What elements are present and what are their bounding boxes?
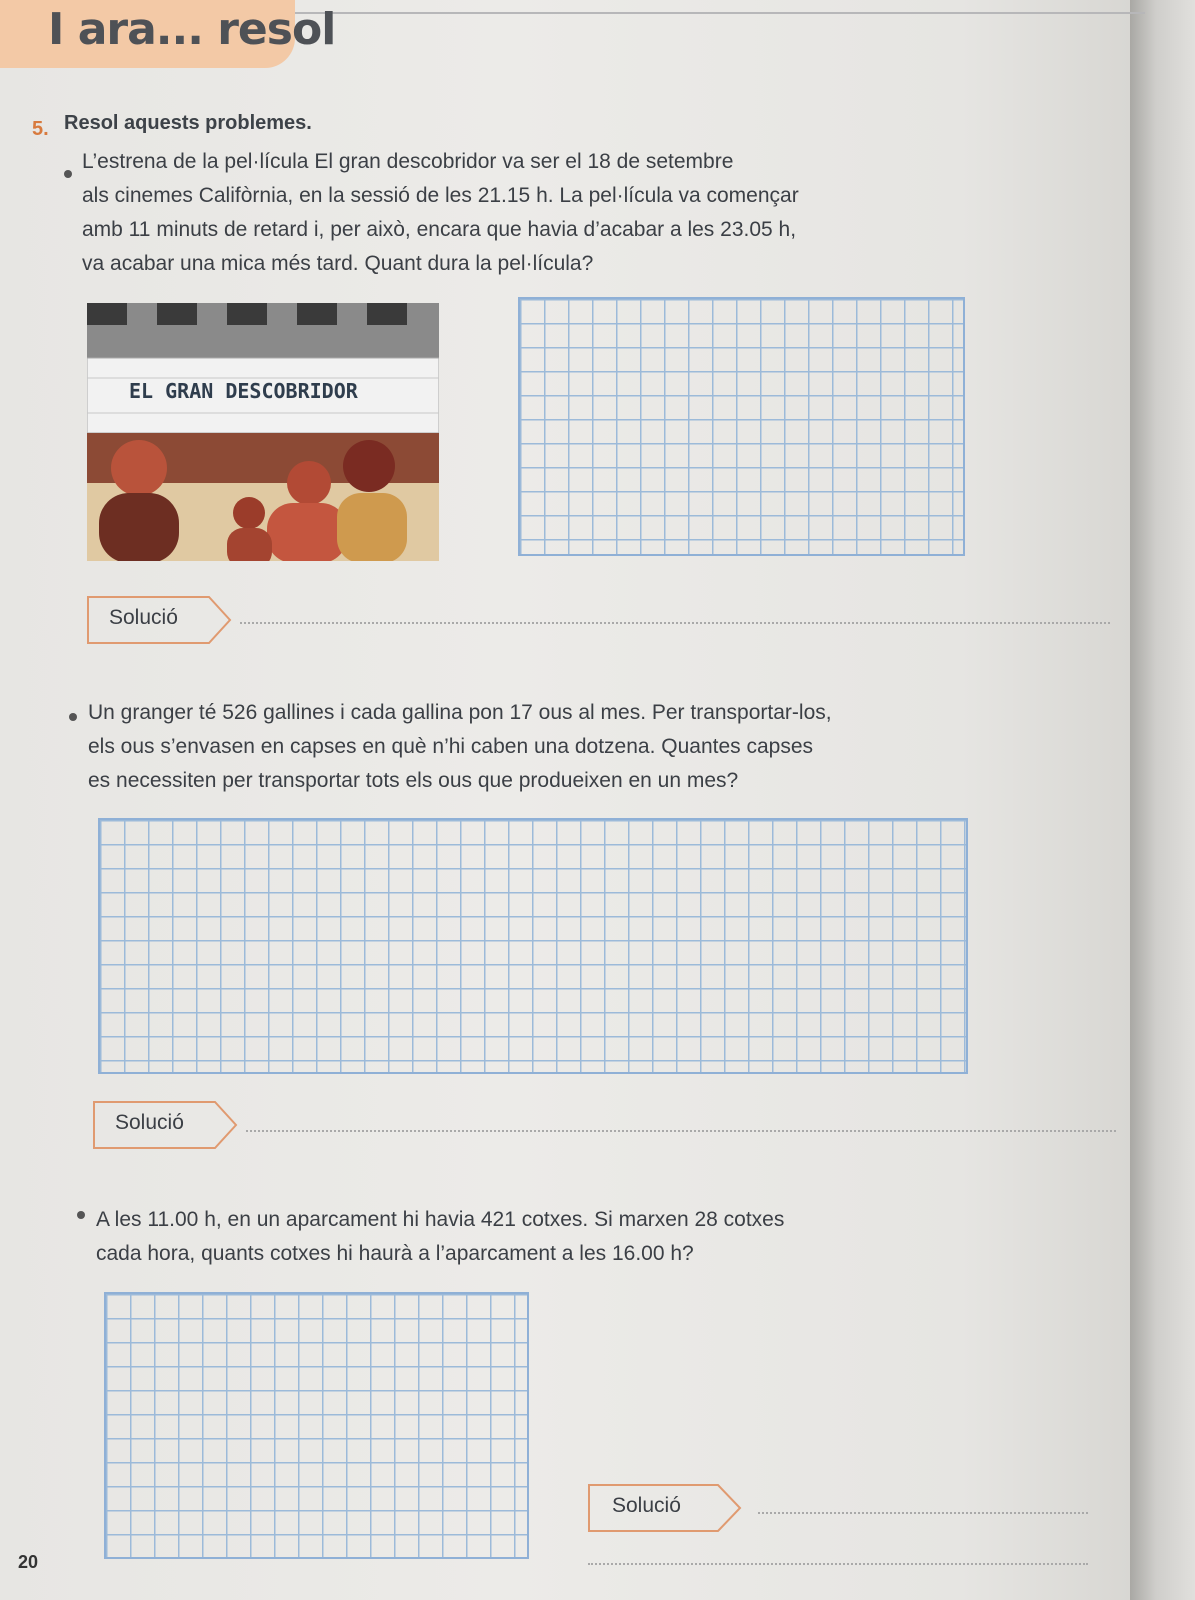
solution-box <box>87 596 237 640</box>
problem-2-line: es necessiten per transportar tots els ous que produeixen en un mes? <box>88 769 739 792</box>
problem-1-line: amb 11 minuts de retard i, per això, encara que havia d’acabar a les 23.05 h, <box>82 218 797 241</box>
problem-2-text <box>88 696 832 798</box>
header-rule <box>295 12 1145 14</box>
bullet-icon <box>64 170 72 178</box>
solution-label: Solució <box>612 1494 681 1517</box>
problem-1-line: va acabar una mica més tard. Quant dura la pel·lícula? <box>82 252 594 275</box>
page-edge <box>1130 0 1195 1600</box>
exercise-number: 5. <box>32 118 49 140</box>
marquee-sign: EL GRAN DESCOBRIDOR <box>129 379 358 403</box>
cinema-illustration <box>87 303 439 561</box>
answer-grid[interactable] <box>518 297 965 556</box>
answer-grid[interactable] <box>104 1292 529 1559</box>
problem-1-line: als cinemes Califòrnia, en la sessió de les 21.15 h. La pel·lícula va començar <box>82 184 799 207</box>
solution-label: Solució <box>109 606 178 629</box>
page-number: 20 <box>18 1552 39 1572</box>
solution-label: Solució <box>115 1111 184 1134</box>
problem-1-line: L’estrena de la pel·lícula El gran descobridor va ser el 18 de setembre <box>82 150 734 173</box>
bullet-icon <box>69 713 77 721</box>
problem-3-text <box>96 1203 784 1271</box>
problem-3-line: A les 11.00 h, en un aparcament hi havia 421 cotxes. Si marxen 28 cotxes <box>96 1208 785 1231</box>
answer-grid[interactable] <box>98 818 968 1074</box>
problem-1-text <box>82 145 799 281</box>
problem-2-line: Un granger té 526 gallines i cada gallina pon 17 ous al mes. Per transportar-los, <box>88 701 832 724</box>
solution-answer-line[interactable] <box>758 1512 1088 1514</box>
solution-answer-line[interactable] <box>240 622 1110 624</box>
bullet-icon <box>77 1211 85 1219</box>
solution-answer-line[interactable] <box>588 1563 1088 1565</box>
solution-box <box>588 1484 748 1528</box>
exercise-title: Resol aquests problemes. <box>64 112 312 134</box>
solution-answer-line[interactable] <box>246 1130 1116 1132</box>
solution-box <box>93 1101 243 1145</box>
section-title: I ara... resol <box>48 4 336 55</box>
problem-2-line: els ous s’envasen en capses en què n’hi caben una dotzena. Quantes capses <box>88 735 814 758</box>
problem-3-line: cada hora, quants cotxes hi haurà a l’aparcament a les 16.00 h? <box>96 1242 694 1265</box>
